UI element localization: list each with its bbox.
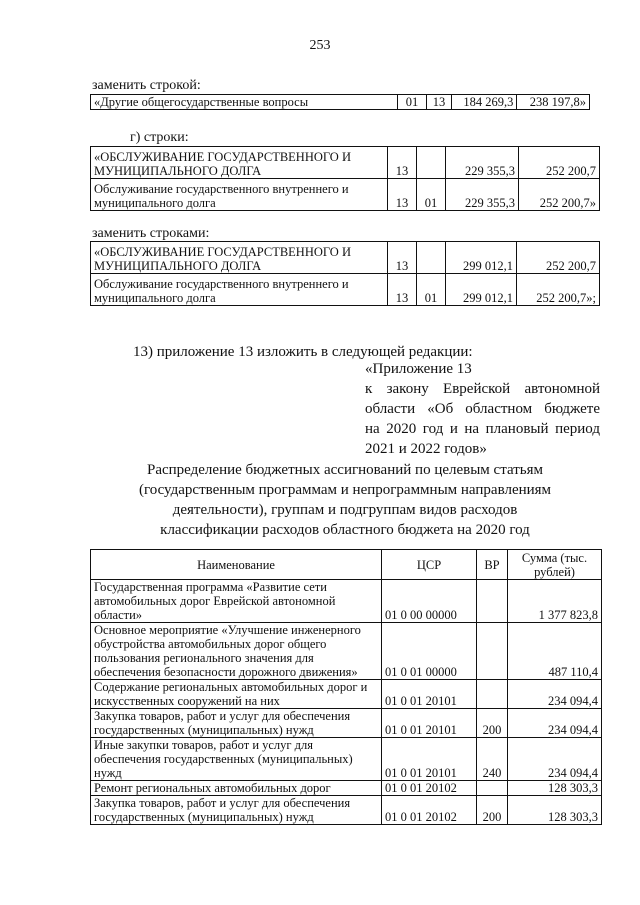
- row-csr: 01 0 00 00000: [382, 580, 477, 623]
- header-sum: Сумма (тыс. рублей): [508, 550, 602, 580]
- row-subsection: [417, 242, 446, 274]
- row-vr: 200: [477, 796, 508, 825]
- table-row: [91, 781, 602, 796]
- row-value-2: 252 200,7»: [518, 179, 599, 211]
- row-section: 13: [388, 179, 417, 211]
- debt-new-table: [90, 241, 600, 306]
- row-section: 13: [388, 274, 417, 306]
- row-section: 13: [388, 147, 417, 179]
- table-row: [91, 179, 600, 211]
- row-name: Закупка товаров, работ и услуг для обеспечения государственных (муниципальных) нужд: [91, 709, 382, 738]
- table-row: [91, 796, 602, 825]
- row-name: «ОБСЛУЖИВАНИЕ ГОСУДАРСТВЕННОГО И МУНИЦИПАЛЬНОГО ДОЛГА: [91, 242, 388, 274]
- table-row: [91, 242, 600, 274]
- replace-row-table: [90, 94, 590, 110]
- title-line: деятельности), группам и подгруппам видов расходов: [172, 502, 518, 518]
- row-csr: 01 0 01 20101: [382, 709, 477, 738]
- title-line: (государственным программам и непрограммным направлениям: [138, 482, 552, 498]
- budget-table: [90, 549, 602, 825]
- row-subsection: 01: [417, 274, 446, 306]
- page-number: 253: [309, 38, 331, 53]
- table-row: [91, 580, 602, 623]
- debt-old-table: [90, 146, 600, 211]
- table-row: [91, 738, 602, 781]
- row-name: Основное мероприятие «Улучшение инженерного обустройства автомобильных дорог общего пользования регионального значения для обеспечения безопасности дорожного движения»: [91, 623, 382, 680]
- table-header-row: [91, 550, 602, 580]
- row-sum: 487 110,4: [508, 623, 602, 680]
- title-line: Распределение бюджетных ассигнований по целевым статьям: [147, 462, 543, 478]
- row-csr: 01 0 01 20101: [382, 680, 477, 709]
- section-g-label: г) строки:: [130, 130, 189, 145]
- appendix-line: «Приложение 13: [365, 361, 472, 377]
- appendix-line: к закону Еврейской автономной: [365, 381, 600, 397]
- row-sum: 234 094,4: [508, 738, 602, 781]
- header-vr: ВР: [477, 550, 508, 580]
- row-name: Содержание региональных автомобильных дорог и искусственных сооружений на них: [91, 680, 382, 709]
- row-value-1: 299 012,1: [446, 242, 517, 274]
- row-csr: 01 0 01 20102: [382, 781, 477, 796]
- replace-row-label: заменить строкой:: [92, 78, 201, 93]
- row-name: «ОБСЛУЖИВАНИЕ ГОСУДАРСТВЕННОГО И МУНИЦИПАЛЬНОГО ДОЛГА: [91, 147, 388, 179]
- table-row: [91, 274, 600, 306]
- table-row: [91, 95, 590, 110]
- row-value-2: 252 200,7: [516, 242, 599, 274]
- row-value-1: 229 355,3: [446, 147, 519, 179]
- row-csr: 01 0 01 00000: [382, 623, 477, 680]
- row-subsection: 01: [417, 179, 446, 211]
- row-value-1: 229 355,3: [446, 179, 519, 211]
- header-csr: ЦСР: [382, 550, 477, 580]
- row-vr: [477, 623, 508, 680]
- appendix-line: на 2020 год и на плановый период: [365, 421, 600, 437]
- row-vr: [477, 781, 508, 796]
- item-13-text: 13) приложение 13 изложить в следующей редакции:: [133, 344, 473, 360]
- appendix-line: 2021 и 2022 годов»: [365, 441, 487, 457]
- row-name: Государственная программа «Развитие сети автомобильных дорог Еврейской автономной области»: [91, 580, 382, 623]
- replace-rows-label: заменить строками:: [92, 226, 210, 241]
- row-name: «Другие общегосударственные вопросы: [91, 95, 398, 110]
- table-row: [91, 147, 600, 179]
- table-row: [91, 709, 602, 738]
- row-section: 01: [398, 95, 427, 110]
- row-vr: 200: [477, 709, 508, 738]
- row-csr: 01 0 01 20101: [382, 738, 477, 781]
- row-sum: 234 094,4: [508, 680, 602, 709]
- row-vr: [477, 580, 508, 623]
- row-csr: 01 0 01 20102: [382, 796, 477, 825]
- row-subsection: [417, 147, 446, 179]
- row-subsection: 13: [427, 95, 452, 110]
- row-name: Ремонт региональных автомобильных дорог: [91, 781, 382, 796]
- row-name: Обслуживание государственного внутреннего и муниципального долга: [91, 179, 388, 211]
- header-name: Наименование: [91, 550, 382, 580]
- row-value-2: 252 200,7: [518, 147, 599, 179]
- table-row: [91, 623, 602, 680]
- row-sum: 128 303,3: [508, 796, 602, 825]
- row-sum: 234 094,4: [508, 709, 602, 738]
- row-vr: [477, 680, 508, 709]
- appendix-line: области «Об областном бюджете: [365, 401, 600, 417]
- row-sum: 1 377 823,8: [508, 580, 602, 623]
- title-line: классификации расходов областного бюджета на 2020 год: [160, 522, 530, 538]
- row-value-2: 238 197,8»: [517, 95, 590, 110]
- table-title: [90, 460, 600, 540]
- row-name: Иные закупки товаров, работ и услуг для обеспечения государственных (муниципальных) нужд: [91, 738, 382, 781]
- row-name: Закупка товаров, работ и услуг для обеспечения государственных (муниципальных) нужд: [91, 796, 382, 825]
- row-value-1: 184 269,3: [452, 95, 517, 110]
- row-value-1: 299 012,1: [446, 274, 517, 306]
- row-sum: 128 303,3: [508, 781, 602, 796]
- row-value-2: 252 200,7»;: [516, 274, 599, 306]
- table-row: [91, 680, 602, 709]
- row-section: 13: [388, 242, 417, 274]
- row-name: Обслуживание государственного внутреннего и муниципального долга: [91, 274, 388, 306]
- row-vr: 240: [477, 738, 508, 781]
